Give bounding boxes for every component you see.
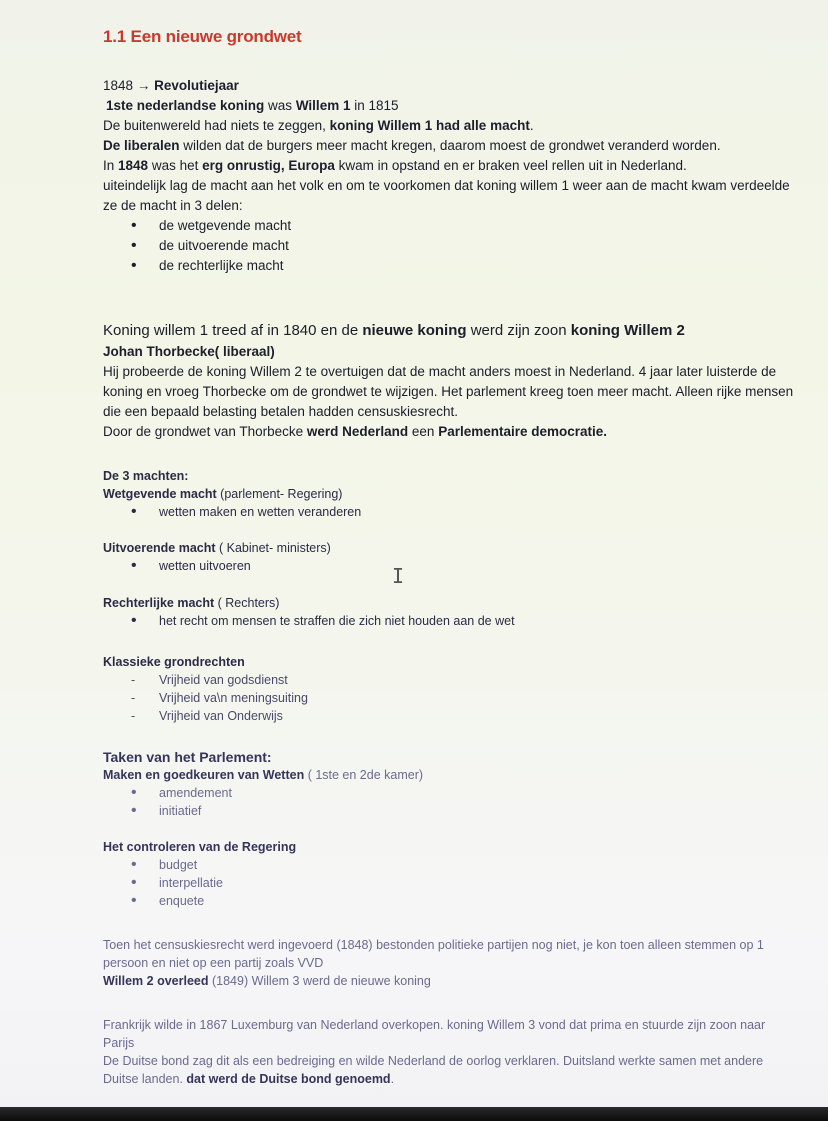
page-title: 1.1 Een nieuwe grondwet	[103, 27, 302, 46]
rechterlijk-list	[103, 612, 793, 630]
controle-section	[103, 838, 793, 910]
list-item: • wetten uitvoeren	[103, 557, 793, 575]
willem2-paragraph: Hij probeerde de koning Willem 2 te overtuigen dat de macht anders moest in Nederland. 4 jaar later luisterde de koning en vroeg Thorbecke om de grondwet te wijzigen. Het parlement kreeg toen meer macht. Alleen rijke mensen die een bepaald belasting betalen hadden censuskiesrecht.	[103, 364, 794, 419]
intro-line-verdeeld: uiteindelijk lag de macht aan het volk en om te voorkomen dat koning willem 1 weer aan de macht kwam verdeelde ze de macht in 3 delen:	[103, 178, 790, 213]
outro-section	[103, 936, 793, 990]
machten-heading: De 3 machten:	[103, 469, 189, 483]
intro-line-first-king: 1ste nederlandse koning was Willem 1 in 1815	[106, 98, 399, 113]
grondrechten-list	[103, 671, 793, 725]
wetgevend-heading: Wetgevende macht (parlement- Regering)	[103, 487, 343, 501]
list-item: - Vrijheid va\n meningsuiting	[103, 689, 793, 707]
controle-heading: Het controleren van de Regering	[103, 840, 297, 854]
uitvoerend-section	[103, 539, 793, 575]
list-item: • het recht om mensen te straffen die zich niet houden aan de wet	[103, 612, 793, 630]
list-item: • de rechterlijke macht	[103, 256, 793, 276]
list-item: • amendement	[103, 784, 793, 802]
willem2-line-king: Koning willem 1 treed af in 1840 en de nieuwe koning werd zijn zoon koning Willem 2	[103, 322, 685, 339]
outro-willem2-overleed: Willem 2 overleed (1849) Willem 3 werd de nieuwe koning	[103, 974, 431, 988]
screen-bottom-bezel	[0, 1107, 828, 1121]
intro-line-1848: In 1848 was het erg onrustig, Europa kwam in opstand en er braken veel rellen uit in Nederland.	[103, 158, 687, 173]
wetten-list	[103, 784, 793, 820]
grondrechten-section	[103, 653, 793, 725]
powers-list	[103, 216, 793, 276]
list-item: - Vrijheid van godsdienst	[103, 671, 793, 689]
intro-line-liberalen: De liberalen wilden dat de burgers meer macht kregen, daarom moest de grondwet veranderd worden.	[103, 138, 721, 153]
intro-section	[103, 76, 793, 276]
intro-line-revolutiejaar: 1848 → Revolutiejaar	[103, 78, 239, 93]
outro-duitse-bond: De Duitse bond zag dit als een bedreiging en wilde Nederland de oorlog verklaren. Duitsland werkte samen met andere Duitse landen. dat werd de Duitse bond genoemd.	[103, 1054, 764, 1086]
list-item: • de wetgevende macht	[103, 216, 793, 236]
rechterlijk-heading: Rechterlijke macht ( Rechters)	[103, 596, 280, 610]
list-item: • enquete	[103, 892, 793, 910]
list-item: • de uitvoerende macht	[103, 236, 793, 256]
willem2-line-thorbecke: Johan Thorbecke( liberaal)	[103, 344, 275, 359]
grondrechten-heading: Klassieke grondrechten	[103, 655, 245, 669]
outro-luxemburg: Frankrijk wilde in 1867 Luxemburg van Nederland overkopen. koning Willem 3 vond dat prima en stuurde zijn zoon naar Parijs	[103, 1018, 766, 1050]
list-item: • interpellatie	[103, 874, 793, 892]
list-item: - Vrijheid van Onderwijs	[103, 707, 793, 725]
parlement-section	[103, 748, 793, 820]
parlement-heading: Taken van het Parlement:	[103, 749, 272, 765]
willem2-line-democratie: Door de grondwet van Thorbecke werd Nederland een Parlementaire democratie.	[103, 424, 608, 439]
rechterlijk-section	[103, 594, 793, 630]
uitvoerend-list	[103, 557, 793, 575]
intro-line-outside-world: De buitenwereld had niets te zeggen, koning Willem 1 had alle macht.	[103, 118, 534, 133]
list-item: • initiatief	[103, 802, 793, 820]
machten-section	[103, 467, 793, 521]
outro-censuskiesrecht: Toen het censuskiesrecht werd ingevoerd (1848) bestonden politieke partijen nog niet, je kon toen alleen stemmen op 1 persoon en niet op een partij zoals VVD	[103, 938, 764, 970]
list-item: • budget	[103, 856, 793, 874]
text-cursor-icon: I	[392, 564, 405, 588]
list-item: • wetten maken en wetten veranderen	[103, 503, 793, 521]
wetgevend-list	[103, 503, 793, 521]
wetten-heading: Maken en goedkeuren van Wetten ( 1ste en 2de kamer)	[103, 768, 424, 782]
uitvoerend-heading: Uitvoerende macht ( Kabinet- ministers)	[103, 541, 331, 555]
willem2-section	[103, 320, 793, 442]
controle-list	[103, 856, 793, 910]
outro-luxemburg-section	[103, 1016, 793, 1088]
